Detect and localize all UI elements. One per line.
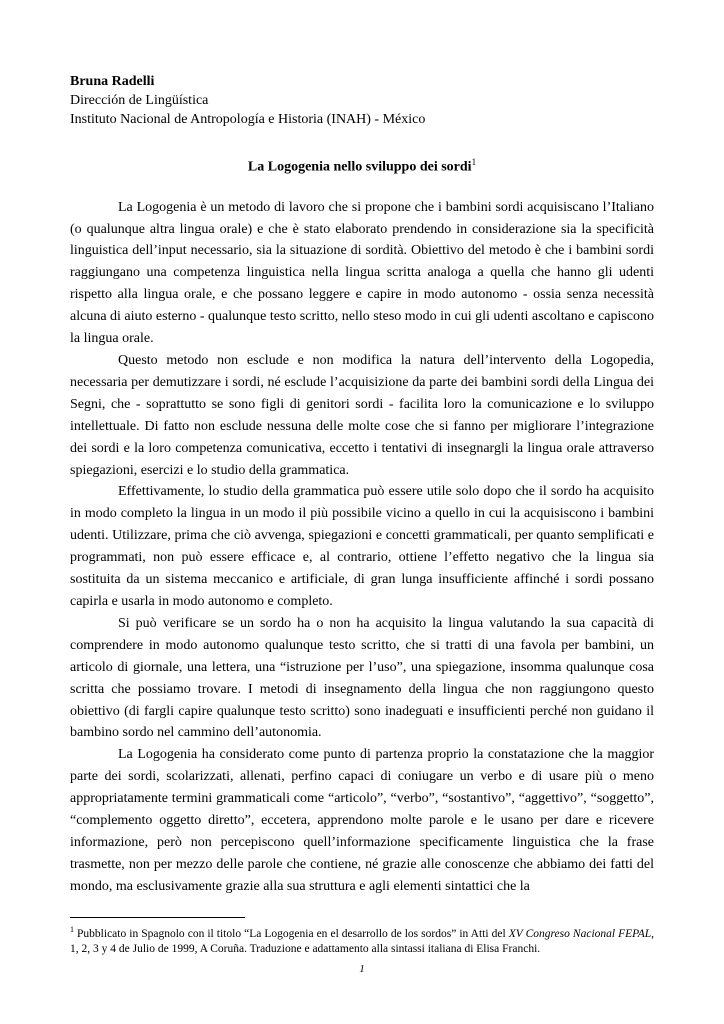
title-footnote-mark: 1 xyxy=(471,157,477,167)
paragraph-3: Effettivamente, lo studio della grammatica può essere utile solo dopo che il sordo ha acquisito in modo completo la lingua in un modo il più possibile vicino a quello in cui la acquisiscono i bambini udenti. Utilizzare, prima che ciò avvenga, spiegazioni e concetti grammaticali, per quanto semplificati e programmati, non può essere efficace e, al contrario, ottiene l’effetto negativo che la lingua sia sostituita da un sistema meccanico e artificiale, di gran lunga insufficiente affinché i sordi possano capirla e usarla in modo autonomo e completo. xyxy=(70,484,654,609)
document-title xyxy=(70,153,654,177)
author-name: Bruna Radelli xyxy=(70,74,155,89)
paragraph-1: La Logogenia è un metodo di lavoro che si propone che i bambini sordi acquisiscano l’Italiano (o qualunque altra lingua orale) e che è stato elaborato prendendo in considerazione sia la specificità linguistica dell’input necessario, sia la situazione di sordità. Obiettivo del metodo è che i bambini sordi raggiungano una competenza linguistica nella lingua scritta analoga a quella che hanno gli udenti rispetto alla lingua orale, e che possano leggere e capire in modo autonomo - ossia senza necessità alcuna di aiuto esterno - qualunque testo scritto, nello steso modo in cui gli udenti ascoltano e capiscono la lingua orale. xyxy=(70,199,654,347)
footnote-text-before: Pubblicato in Spagnolo con il titolo “La Logogenia en el desarrollo de los sordos” in Atti del xyxy=(74,927,509,940)
paragraph-4: Si può verificare se un sordo ha o non ha acquisito la lingua valutando la sua capacità di comprendere in modo autonomo qualunque testo scritto, che si tratti di una favola per bambini, un articolo di giornale, una lettera, una “istruzione per l’uso”, una spiegazione, insomma qualunque cosa scritta che possiamo trovare. I metodi di insegnamento della lingua che non raggiungono questo obiettivo (di fargli capire qualunque testo scritto) sono inadeguati e insufficienti perché non guidano il bambino sordo nel cammino dell’autonomia. xyxy=(70,615,654,741)
author-block xyxy=(70,72,654,129)
paragraph-2: Questo metodo non esclude e non modifica la natura dell’intervento della Logopedia, necessaria per demutizzare i sordi, né esclude l’acquisizione da parte dei bambini sordi della Lingua dei Segni, che - soprattutto se sono figli di genitori sordi - facilita loro la comunicazione e lo sviluppo intellettuale. Di fatto non esclude nessuna delle molte cose che si fanno per migliorare l’integrazione dei sordi e la loro competenza comunicativa, eccetto i tentativi di insegnargli la lingua orale attraverso spiegazioni, esercizi e lo studio della grammatica. xyxy=(70,353,654,478)
footnote-mark: 1 xyxy=(70,925,74,934)
paragraph-5: La Logogenia ha considerato come punto di partenza proprio la constatazione che la maggior parte dei sordi, scolarizzati, allenati, perfino capaci di coniugare un verbo e di usare più o meno appropriatamente termini grammaticali come “articolo”, “verbo”, “sostantivo”, “aggettivo”, “soggetto”, “complemento oggetto diretto”, eccetera, apprendono molte parole e le usano per dare e ricevere informazione, però non percepiscono quell’informazione specificamente linguistica che la frase trasmette, non per mezzo delle parole che contiene, né grazie alle conoscenze che abbiamo dei fatti del mondo, ma esclusivamente grazie alla sua struttura e agli elementi sintattici che la xyxy=(70,747,654,894)
title-text: La Logogenia nello sviluppo dei sordi xyxy=(247,159,472,175)
footnote xyxy=(70,922,654,957)
document-body xyxy=(70,197,654,898)
page-number: 1 xyxy=(359,963,365,975)
author-department: Dirección de Lingüística xyxy=(70,93,209,108)
footnote-separator xyxy=(70,917,245,918)
document-page xyxy=(70,72,654,898)
footnote-text-after: , 1, 2, 3 y 4 de Julio de 1999, A Coruña. Traduzione e adattamento alla sintassi italiana di Elisa Franchi. xyxy=(70,927,655,955)
author-institute: Instituto Nacional de Antropología e Historia (INAH) - México xyxy=(70,112,426,127)
footnote-congress: XV Congreso Nacional FEPAL xyxy=(508,927,652,940)
